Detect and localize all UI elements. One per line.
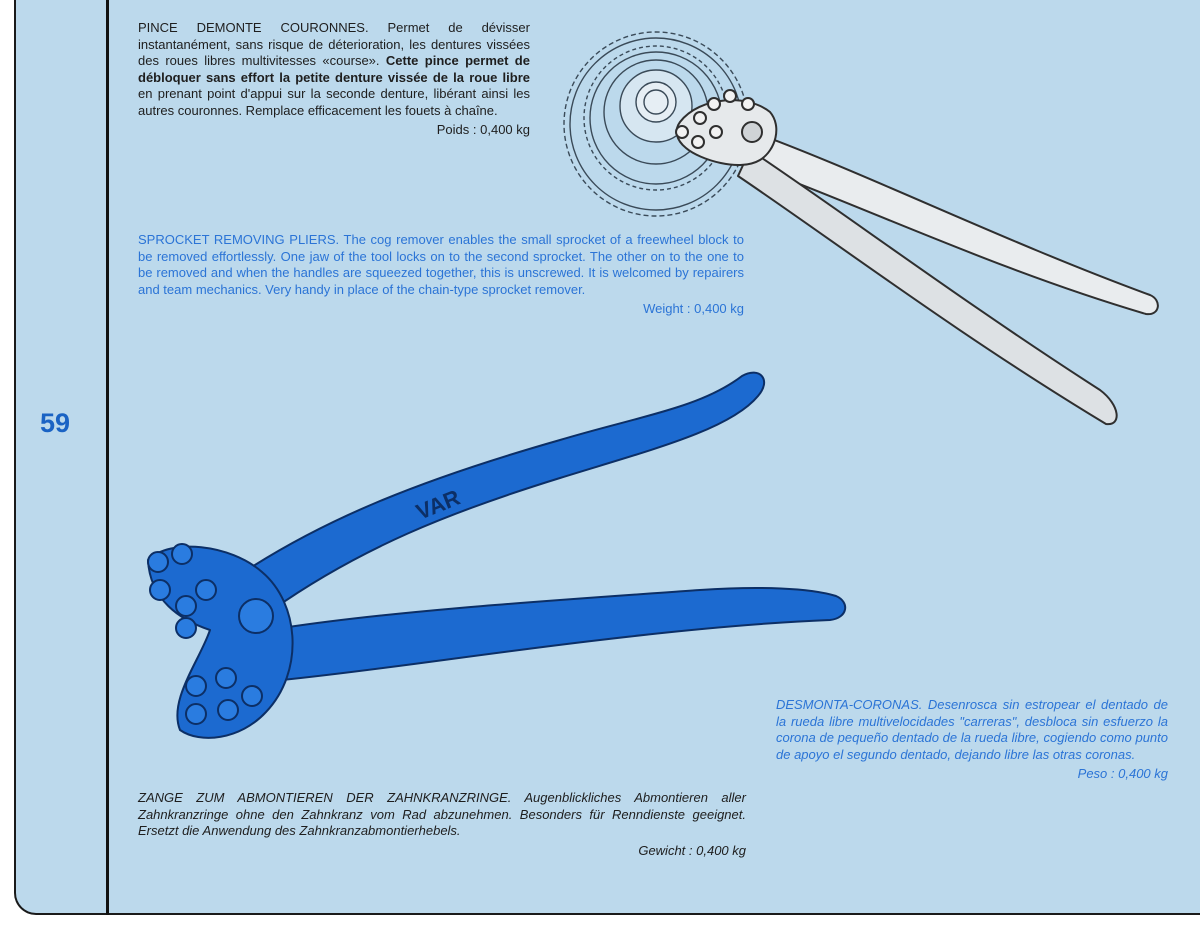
german-title: ZANGE ZUM ABMONTIEREN DER ZAHNKRANZRINGE. (138, 790, 512, 805)
english-description (138, 232, 744, 318)
french-weight: Poids : 0,400 kg (436, 122, 530, 137)
english-title: SPROCKET REMOVING PLIERS. (138, 232, 340, 247)
brand-logo: VAR (412, 484, 464, 525)
french-description (138, 20, 530, 139)
french-bold: Cette pince permet de débloquer sans effort la petite denture vissée de la roue libre (138, 53, 530, 85)
french-rest: en prenant point d'appui sur la seconde denture, libérant ainsi les autres couronnes. Remplace efficacement les fouets à chaîne. (138, 86, 530, 118)
english-text: The cog remover enables the small sprocket of a freewheel block to be removed effortlessly. One jaw of the tool locks on to the second sprocket. The other on to the one to be removed and when the handles are squeezed together, this is unscrewed. It is welcomed by repairers and team mechanics. Very handy in place of the chain-type sprocket remover. (138, 232, 744, 297)
spanish-title: DESMONTA-CORONAS. (776, 697, 923, 712)
german-text: Augenblickliches Abmontieren aller Zahnkranzringe ohne den Zahnkranz vom Rad abzunehmen. Besonders für Renndienste geeignet. Ersetzt die Anwendung des Zahnkranzabmontierhebels. (138, 790, 746, 838)
german-weight: Gewicht : 0,400 kg (638, 842, 746, 858)
french-intro: Permet de dévisser instantanément, sans risque de déterioration, les dentures vissées des roues libres multivitesses «course». (138, 20, 530, 68)
page-number: 59 (40, 408, 71, 438)
spanish-description (776, 697, 1168, 783)
german-description (138, 790, 746, 859)
spanish-weight: Peso : 0,400 kg (1077, 766, 1168, 781)
blue-pliers-illustration (148, 373, 845, 738)
spanish-text: Desenrosca sin estropear el dentado de la rueda libre multivelocidades "carreras", desbloca sin esfuerzo la corona de pequeño dentado de la rueda libre, cogiendo como punto de apoyo el segundo dentado, dejando libre las otras coronas. (776, 697, 1168, 762)
french-title: PINCE DEMONTE COURONNES. (138, 20, 369, 35)
english-weight: Weight : 0,400 kg (643, 301, 744, 316)
